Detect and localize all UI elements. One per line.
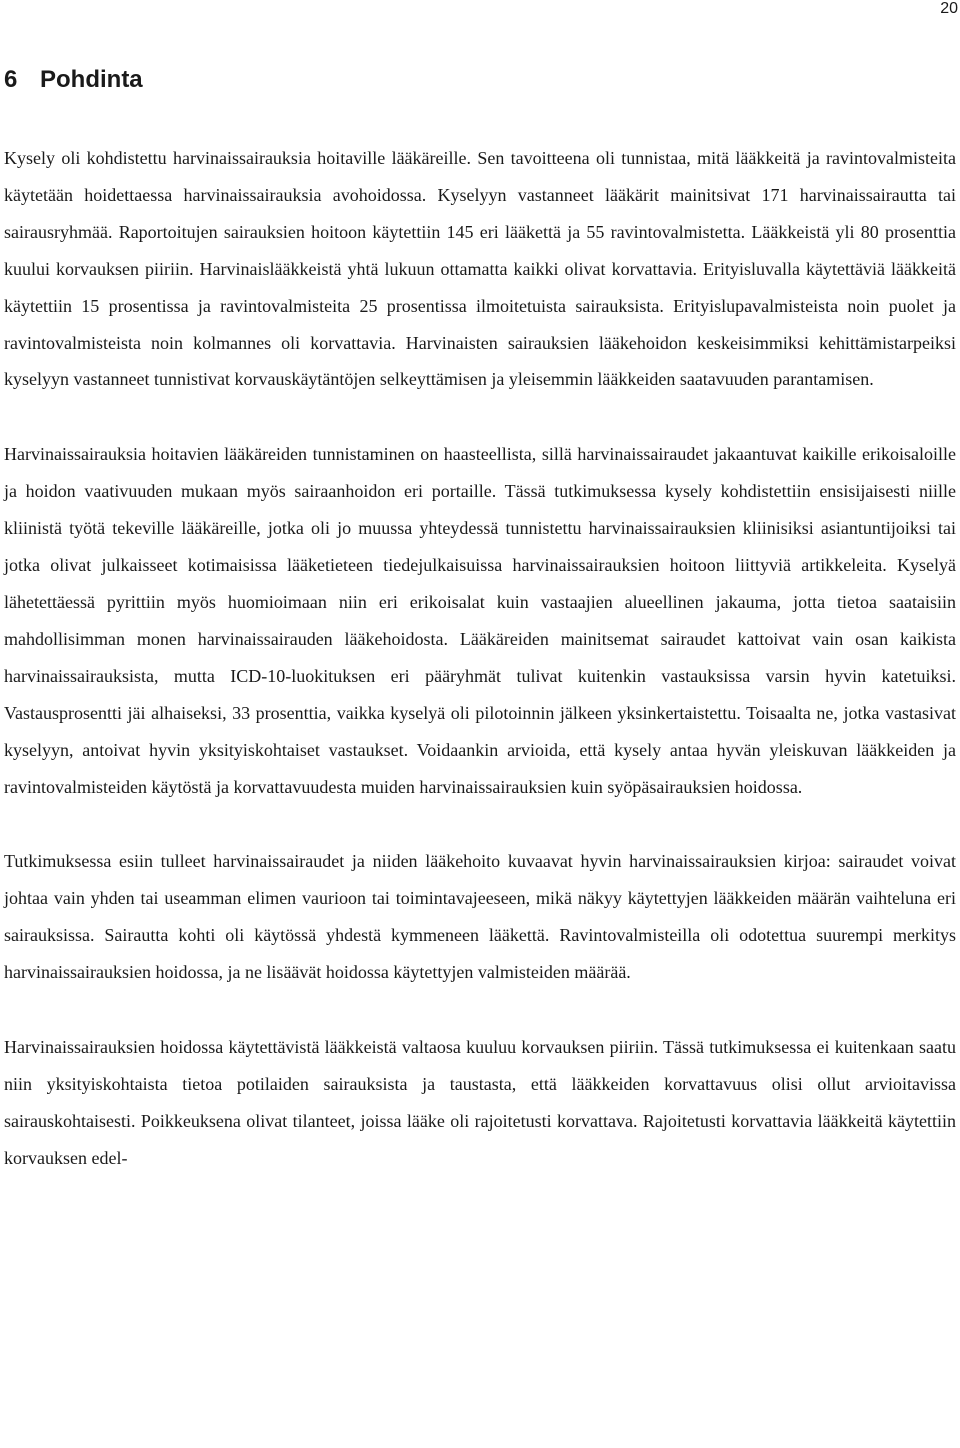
paragraph-1: Kysely oli kohdistettu harvinaissairauksia hoitaville lääkäreille. Sen tavoitteena oli tunnistaa, mitä lääkkeitä ja ravintovalmisteita käytetään hoidettaessa harvinaissairauksia avohoidossa. Kyselyyn vastanneet lääkärit mainitsivat 171 harvinaissairautta tai sairausryhmää. Raportoitujen sairauksien hoitoon käytettiin 145 eri lääkettä ja 55 ravintovalmistetta. Lääkkeistä yli 80 prosenttia kuului korvauksen piiriin. Harvinaislääkkeistä yhtä lukuun ottamatta kaikki olivat korvattavia. Erityisluvalla käytettäviä lääkkeitä käytettiin 15 prosentissa ja ravintovalmisteita 25 prosentissa ilmoitetuista sairauksista. Erityislupavalmisteista noin puolet ja ravintovalmisteista noin kolmannes oli korvattavia. Harvinaisten sairauksien lääkehoidon keskeisimmiksi kehittämistarpeiksi kyselyyn vastanneet tunnistivat korvauskäytäntöjen selkeyttämisen ja yleisemmin lääkkeiden saatavuuden parantamisen.: [4, 148, 956, 390]
paragraph-2: Harvinaissairauksia hoitavien lääkäreiden tunnistaminen on haasteellista, sillä harvinaissairaudet jakaantuvat kaikille erikoisaloille ja hoidon vaativuuden mukaan myös sairaanhoidon eri portaille. Tässä tutkimuksessa kysely kohdistettiin ensisijaisesti niille kliinistä työtä tekeville lääkäreille, jotka oli jo muussa yhteydessä tunnistettu harvinaissairauksien kliinisiksi asiantuntijoiksi tai jotka olivat julkaisseet kotimaisissa lääketieteen tiedejulkaisuissa harvinaissairauksien hoitoon liittyviä artikkeleita. Kyselyä lähetettäessä pyrittiin myös huomioimaan niin eri erikoisalat kuin vastaajien alueellinen jakauma, jotta tietoa saataisiin mahdollisimman monen harvinaissairauden lääkehoidosta. Lääkäreiden mainitsemat sairaudet kattoivat vain osan kaikista harvinaissairauksista, mutta ICD-10-luokituksen eri pääryhmät tulivat kuitenkin vastauksissa varsin hyvin katetuiksi. Vastausprosentti jäi alhaiseksi, 33 prosenttia, vaikka kyselyä oli pilotoinnin jälkeen yksinkertaistettu. Toisaalta ne, jotka vastasivat kyselyyn, antoivat hyvin yksityiskohtaiset vastaukset. Voidaankin arvioida, että kysely antaa hyvän yleiskuvan lääkkeiden ja ravintovalmisteiden käytöstä ja korvattavuudesta muiden harvinaissairauksien kuin syöpäsairauksien hoidossa.: [4, 444, 956, 797]
body-text: [4, 140, 956, 1177]
section-heading: [4, 64, 143, 96]
section-title: Pohdinta: [40, 66, 143, 93]
paragraph-3: Tutkimuksessa esiin tulleet harvinaissairaudet ja niiden lääkehoito kuvaavat hyvin harvinaissairauksien kirjoa: sairaudet voivat johtaa vain yhden tai useamman elimen vaurioon tai toimintavajeeseen, mikä näkyy käytettyjen lääkkeiden määrän vaihteluna eri sairauksissa. Sairautta kohti oli käytössä yhdestä kymmeneen lääkettä. Ravintovalmisteilla oli odotettua suurempi merkitys harvinaissairauksien hoidossa, ja ne lisäävät hoidossa käytettyjen valmisteiden määrää.: [4, 851, 956, 983]
section-number: 6: [4, 66, 18, 93]
paragraph-4: Harvinaissairauksien hoidossa käytettävistä lääkkeistä valtaosa kuuluu korvauksen piiriin. Tässä tutkimuksessa ei kuitenkaan saatu niin yksityiskohtaista tietoa potilaiden sairauksista ja taustasta, että lääkkeiden korvattavuus olisi ollut arvioitavissa sairauskohtaisesti. Poikkeuksena olivat tilanteet, joissa lääke oli rajoitetusti korvattava. Rajoitetusti korvattavia lääkkeitä käytettiin korvauksen edel-: [4, 1037, 956, 1168]
page-number: 20: [940, 0, 958, 17]
